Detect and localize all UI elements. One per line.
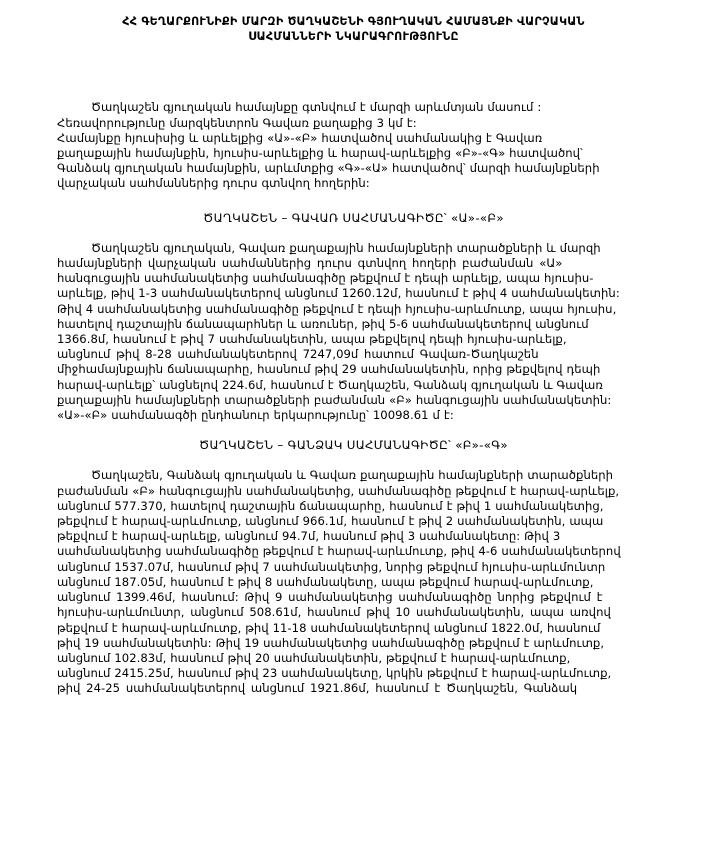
section-1-line-10: հարավ-արևելք՝ անցնելով 224.6մ, հասնում է Ծաղկաշեն, Գանձակ գյուղական և Գավառ [57, 377, 603, 392]
section-2-line-7: անցնում 1537.07մ, հասնում թիվ 7 սահմանակետից, նորից թեքվում հյուսիս-արևմունտր [57, 559, 606, 574]
section-2-line-14: անցնում 2415.25մ, հասնում թիվ 23 սահմանակետը, կրկին թեքվում է հարավ-արևմուտք, [57, 666, 612, 681]
section-2-line-4: թեքվում է հարավ-արևմուտք, անցնում 966.1մ, հասնում է թիվ 2 սահմանակետին, ապա [57, 514, 604, 529]
intro-line-1: Ծաղկաշեն գյուղական համայնքը գտնվում է մարզի արևմտյան մասում : [91, 100, 542, 115]
section-2-line-8: անցնում 187.05մ, հասնում է թիվ 8 սահմանակետը, ապա թեքվում հարավ-արևմուտք, [57, 574, 594, 589]
section-1-total-length: «Ա»-«Բ» սահմանագծի ընդհանուր երկարությունը՝ 10098.61 մ է: [57, 408, 454, 423]
section-1-line-2: համայնքների վարչական սահմաններից դուրս գտնվող հողերի բաժանման «Ա» [57, 256, 563, 271]
section-2-line-6: սահմանակետից սահմանագիծը թեքվում է հարավ-արևմուտք, թիվ 4-6 սահմանակետերով [57, 544, 621, 559]
section-1-line-3: հանգուցային սահմանակետից սահմանագիծը թեքվում է դեպի արևելք, ապա հյուսիս- [57, 271, 594, 286]
title-spacer [57, 44, 650, 100]
paragraph-1-line-1: Համայնքը հյուսիսից և արևելքից «Ա»-«Բ» հատվածով սահմանակից է Գավառ [57, 130, 543, 145]
section-1-line-11: քաղաքային համայնքների տարածքների բաժանման «Բ» հանգուցային սահմանակետին: [57, 392, 612, 407]
section-1-spacer-bottom [57, 226, 650, 241]
section-2-body [57, 468, 650, 696]
section-1-heading: ԾԱՂԿԱՇԵՆ – ԳԱՎԱՌ ՍԱՀՄԱՆԱԳԻԾԸ՝ «Ա»-«Բ» [203, 210, 504, 225]
intro-block [57, 100, 650, 130]
section-1-line-1: Ծաղկաշեն գյուղական, Գավառ քաղաքային համայնքների տարածքների և մարզի [91, 240, 601, 255]
section-2-line-15: թիվ 24-25 սահմանակետերով անցնում 1921.86մ, հասնում է Ծաղկաշեն, Գանձակ [57, 681, 578, 696]
section-1-body [57, 241, 650, 423]
paragraph-1-line-4: վարչական սահմաններից դուրս գտնվող հողերին: [57, 176, 370, 191]
paragraph-1 [57, 131, 650, 192]
section-2-line-13: անցնում 102.83մ, հասնում թիվ 20 սահմանակետին, թեքվում է հարավ-արևմուտք, [57, 650, 571, 665]
section-2-line-10: հյուսիս-արևմունտր, անցնում 508.61մ, հասնում թիվ 10 սահմանակետին, ապա առվով [57, 605, 611, 620]
section-1-line-6: հատելով դաշտային ճանապարհներ և առուներ, թիվ 5-6 սահմանակետերով անցնում [57, 316, 589, 331]
section-2-line-3: անցնում 577.370, հատելով դաշտային ճանապարհը, հասնում է թիվ 1 սահմանակետից, [57, 498, 604, 513]
section-2-line-9: անցնում 1399.46մ, հասնում: Թիվ 9 սահմանակետից սահմանագիծը նորից թեքվում է [57, 590, 603, 605]
section-1-line-7: 1366.8մ, հասնում է թիվ 7 սահմանակետին, ապա թեքվելով դեպի հյուսիս-արևելք, [57, 332, 567, 347]
section-2-heading: ԾԱՂԿԱՇԵՆ – ԳԱՆՁԱԿ ՍԱՀՄԱՆԱԳԻԾԸ՝ «Բ»-«Գ» [199, 438, 508, 453]
document-title-line-1: ՀՀ ԳԵՂԱՐՔՈՒՆԻՔԻ ՄԱՐԶԻ ԾԱՂԿԱՇԵՆԻ ԳՅՈՒՂԱԿԱՆ ՀԱՄԱՅՆՔԻ ՎԱՐՉԱԿԱՆ [122, 15, 585, 28]
document-title [57, 14, 650, 44]
paragraph-1-line-3: Գանձակ գյուղական համայնքին, արևմտքից «Գ»-«Ա» հատվածով՝ մարզի համայնքների [57, 161, 600, 176]
section-2-spacer-top [57, 423, 650, 438]
paragraph-1-line-2: քաղաքային համայնքին, հյուսիս-արևելքից և հարավ-արևելքից «Բ»-«Գ» հատվածով՝ [57, 146, 583, 161]
section-2-line-11: թեքվում է հարավ-արևմուտք, թիվ 11-18 սահմանակետերով անցնում 1822.0մ, հասնում [57, 620, 601, 635]
section-2-line-12: թիվ 19 սահմանակետին: Թիվ 19 սահմանակետից սահմանագիծը թեքվում է արևմուտք, [57, 635, 605, 650]
section-1-line-8: անցնում թիվ 8-28 սահմանակետերով 7247,09մ հատում Գավառ-Ծաղկաշեն [57, 347, 539, 362]
section-1-line-4: արևելք, թիվ 1-3 սահմանակետերով անցնում 1260.12մ, հասնում է թիվ 4 սահմանակետին: [57, 286, 620, 301]
intro-line-2: Հեռավորությունը մարզկենտրոն Գավառ քաղաքից 3 կմ է: [57, 115, 417, 130]
section-2-spacer-bottom [57, 453, 650, 468]
section-2-line-1: Ծաղկաշեն, Գանձակ գյուղական և Գավառ քաղաքային համայնքների տարածքների [91, 468, 614, 483]
section-1-line-5: Թիվ 4 սահմանակետից սահմանագիծը թեքվում է դեպի հյուսիս-արևմուտք, ապա հյուսիս, [57, 301, 617, 316]
section-1-line-9: միջհամայնքային ճանապարհը, հասնում թիվ 29 սահմանակետին, որից թեքվելով դեպի [57, 362, 601, 377]
section-2-line-5: թեքվում է հարավ-արևելք, անցնում 94.7մ, հասնում թիվ 3 սահմանակետը: Թիվ 3 [57, 529, 561, 544]
section-2-line-2: բաժանման «Բ» հանգուցային սահմանակետից, սահմանագիծը թեքվում է հարավ-արևելք, [57, 483, 620, 498]
document-title-line-2: ՍԱՀՄԱՆՆԵՐԻ ՆԿԱՐԱԳՐՈՒԹՅՈՒՆԸ [248, 30, 459, 44]
section-1-spacer-top [57, 192, 650, 211]
